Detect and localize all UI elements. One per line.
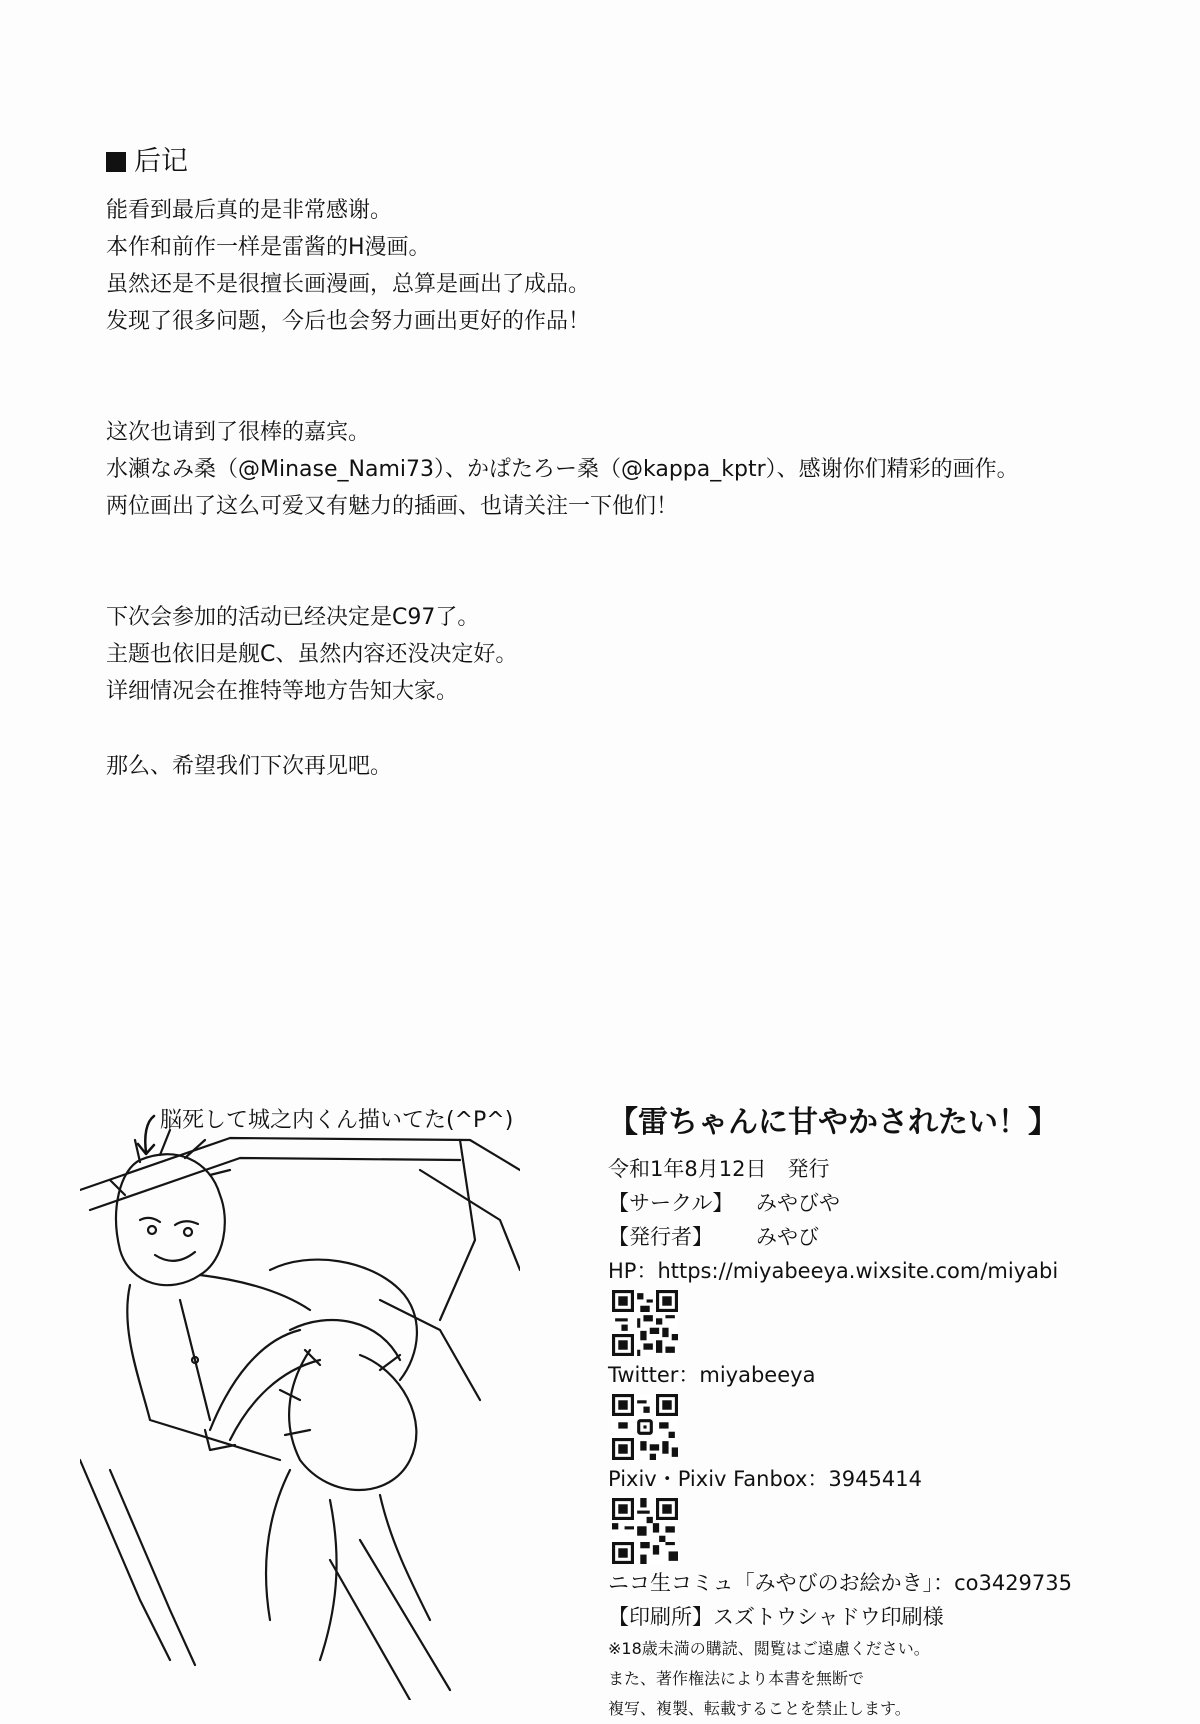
afterword-heading [106,142,1106,182]
afterword-line: 虽然还是不是很擅长画漫画，总算是画出了成品。 [106,272,591,297]
legal-note: ※18歳未満の購読、閲覧はご遠慮ください。 [608,1639,930,1658]
afterword-line: 这次也请到了很棒的嘉宾。 [106,420,371,445]
afterword-line: 发现了很多问题，今后也会努力画出更好的作品！ [106,309,591,334]
afterword-line: 水瀬なみ桑（@Minase_Nami73）、かぱたろー桑（@kappa_kptr）、感谢你们精彩的画作。 [106,457,1019,482]
qr-code-twitter-icon [612,1394,678,1460]
afterword-paragraph [106,192,1106,340]
line-art-illustration [80,1100,520,1700]
afterword-line: 下次会参加的活动已经决定是C97了。 [106,605,480,630]
afterword-paragraph [106,599,1106,710]
afterword-line: 本作和前作一样是雷酱的H漫画。 [106,235,431,260]
afterword-line: 能看到最后真的是非常感谢。 [106,198,393,223]
book-title: 【雷ちゃんに甘やかされたい！】 [608,1105,1058,1140]
twitter-handle: Twitter：miyabeeya [608,1363,816,1387]
publisher-value: みやび [756,1225,819,1249]
legal-note: 複写、複製、転載することを禁止します。 [608,1699,911,1718]
niconico-community: ニコ生コミュ「みやびのお絵かき」：co3429735 [608,1571,1072,1595]
pixiv-id: Pixiv・Pixiv Fanbox：3945414 [608,1467,922,1491]
printer: 【印刷所】スズトウシャドウ印刷様 [608,1605,944,1629]
illustration-caption: 脳死して城之内くん描いてた(^P^) [160,1108,514,1133]
afterword-line: 那么、希望我们下次再见吧。 [106,754,393,779]
colophon [608,1102,1168,1724]
afterword-line: 主题也依旧是舰C、虽然内容还没决定好。 [106,642,518,667]
publisher-label: 【発行者】 [608,1225,713,1249]
afterword-paragraph [106,414,1106,525]
circle-value: みやびや [756,1191,840,1215]
afterword-heading-text: 后记 [134,146,188,177]
qr-code-pixiv-icon [612,1498,678,1564]
homepage-url: HP：https://miyabeeya.wixsite.com/miyabi [608,1259,1059,1283]
publisher-row [608,1220,1168,1254]
afterword-paragraph [106,748,1106,785]
publish-date: 令和1年8月12日 発行 [608,1157,830,1181]
circle-label: 【サークル】 [608,1191,734,1215]
afterword-line: 两位画出了这么可爱又有魅力的插画、也请关注一下他们！ [106,494,679,519]
afterword-line: 详细情况会在推特等地方告知大家。 [106,679,459,704]
legal-note: また、著作権法により本書を無断で [608,1669,865,1688]
afterword-section [106,142,1106,785]
circle-row [608,1186,1168,1220]
square-bullet-icon [106,152,126,172]
qr-code-homepage-icon [612,1290,678,1356]
